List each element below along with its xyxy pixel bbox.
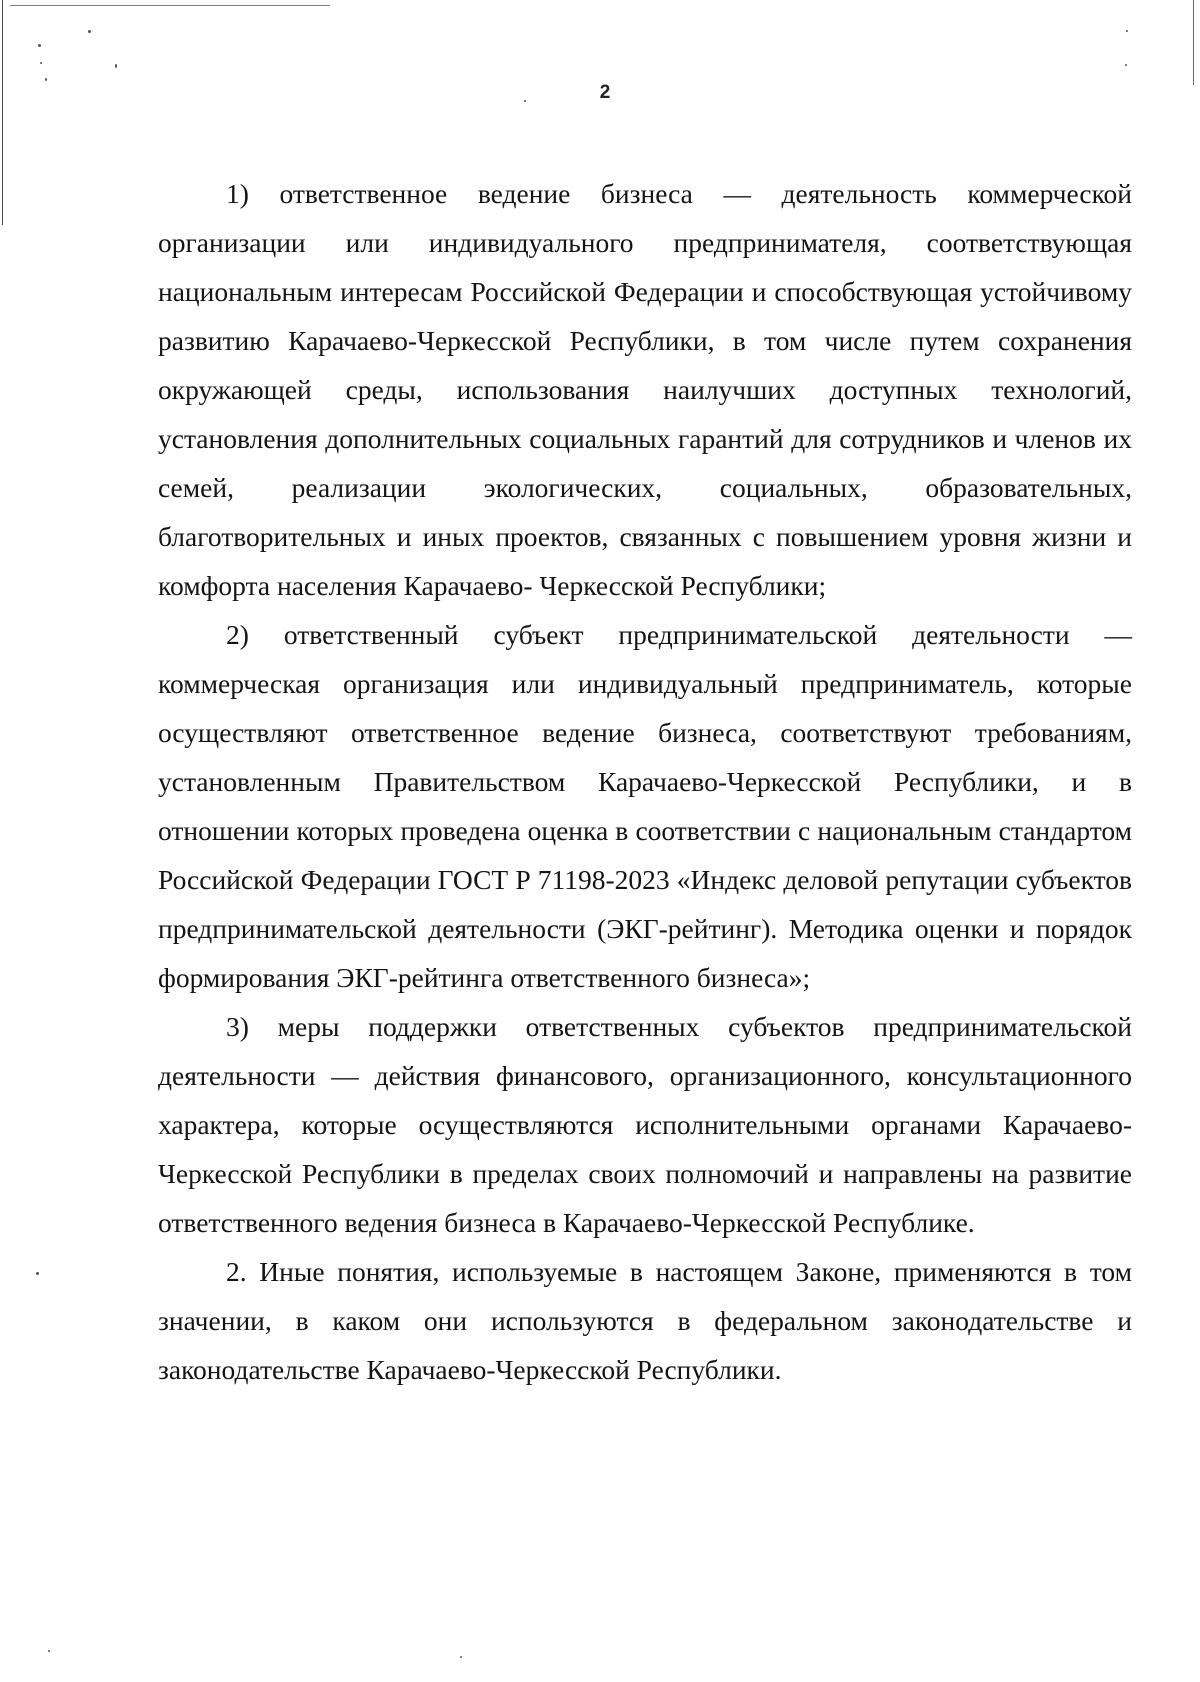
- scan-speck: [1125, 64, 1127, 66]
- document-body: [158, 169, 1132, 1394]
- paragraph-definition-responsible-entity: 2) ответственный субъект предпринимательской деятельности — коммерческая организация или индивидуальный предприниматель, которые осуществляют ответственное ведение бизнеса, соответствуют требованиям, установленным Правительством Карачаево-Черкесской Республики, и в отношении которых проведена оценка в соответствии с национальным стандартом Российской Федерации ГОСТ Р 71198-2023 «Индекс деловой репутации субъектов предпринимательской деятельности (ЭКГ-рейтинг). Методика оценки и порядок формирования ЭКГ-рейтинга ответственного бизнеса»;: [158, 619, 1132, 993]
- scan-speck: [1126, 30, 1128, 32]
- scan-speck: [45, 78, 47, 81]
- scan-speck: [40, 62, 42, 64]
- scan-speck: [38, 44, 41, 47]
- scan-speck: [115, 64, 117, 68]
- paragraph-definition-responsible-business: 1) ответственное ведение бизнеса — деятельность коммерческой организации или индивидуального предпринимателя, соответствующая национальным интересам Российской Федерации и способствующая устойчивому развитию Карачаево-Черкесской Республики, в том числе путем сохранения окружающей среды, использования наилучших доступных технологий, установления дополнительных социальных гарантий для сотрудников и членов их семей, реализации экологических, социальных, образовательных, благотворительных и иных проектов, связанных с повышением уровня жизни и комфорта населения Карачаево- Черкесской Республики;: [158, 178, 1132, 601]
- scan-speck: [48, 1650, 50, 1652]
- scan-speck: [88, 30, 91, 33]
- paragraph-other-terms: 2. Иные понятия, используемые в настоящем Законе, применяются в том значении, в каком они используются в федеральном законодательстве и законодательстве Карачаево-Черкесской Республики.: [158, 1256, 1132, 1385]
- scan-speck: [460, 1656, 462, 1658]
- scan-speck: [36, 1272, 39, 1275]
- scan-speck: [524, 100, 526, 102]
- scan-edge-right: [1193, 0, 1194, 85]
- scan-top-rule: [10, 5, 330, 6]
- scan-edge-left: [2, 0, 3, 225]
- paragraph-definition-support-measures: 3) меры поддержки ответственных субъектов предпринимательской деятельности — действия финансового, организационного, консультационного характера, которые осуществляются исполнительными органами Карачаево-Черкесской Республики в пределах своих полномочий и направлены на развитие ответственного ведения бизнеса в Карачаево-Черкесской Республике.: [158, 1011, 1132, 1238]
- page-number: 2: [599, 82, 611, 103]
